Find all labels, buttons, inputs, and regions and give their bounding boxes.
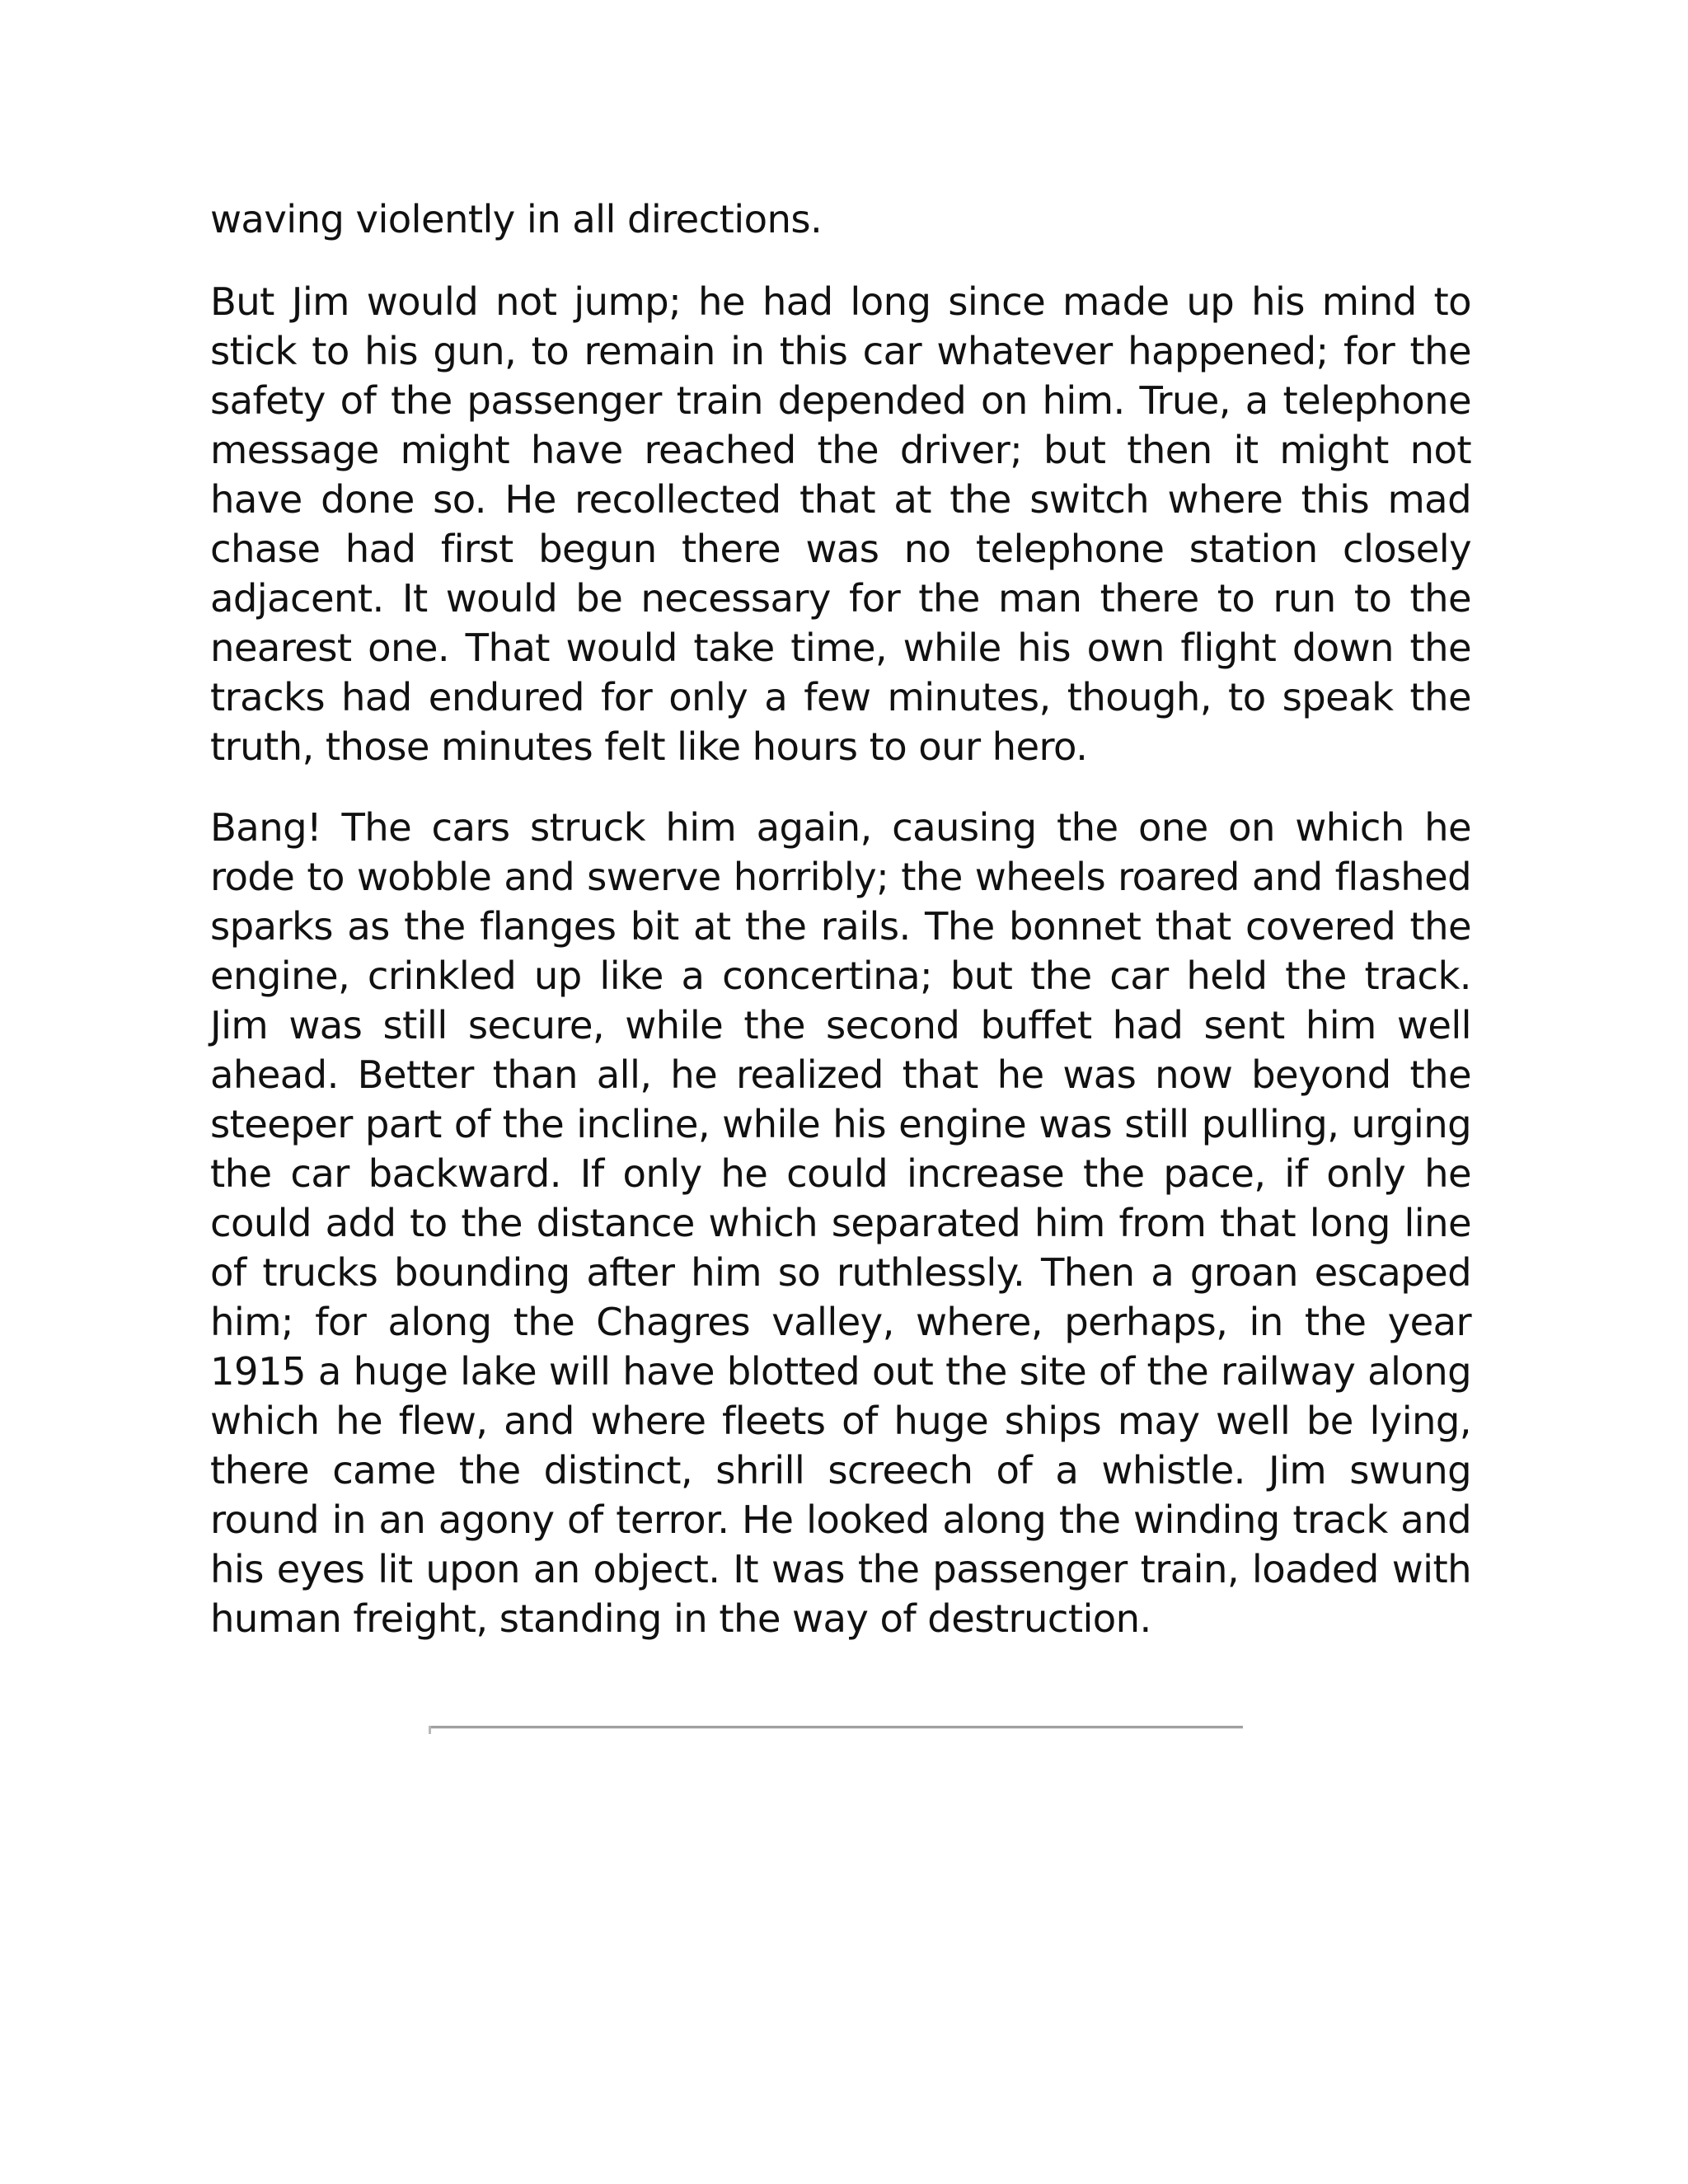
paragraph-continuation: waving violently in all directions.	[210, 197, 823, 241]
body-text	[210, 194, 1471, 1643]
paragraph-jim-would-not-jump: But Jim would not jump; he had long since made up his mind to stick to his gun, to remain in this car whatever happened; for the safety of the passenger train depended on him. True, a telephone message might have reached the driver; but then it might not have done so. He recollected that at the switch where this mad chase had first begun there was no telephone station closely adjacent. It would be necessary for the man there to run to the nearest one. That would take time, while his own flight down the tracks had endured for only a few minutes, though, to speak the truth, those minutes felt like hours to our hero.	[210, 279, 1471, 769]
section-divider	[429, 1726, 1243, 1729]
paragraph-bang: Bang! The cars struck him again, causing the one on which he rode to wobble and swerve horribly; the wheels roared and flashed sparks as the flanges bit at the rails. The bonnet that covered the engine, crinkled up like a concertina; but the car held the track. Jim was still secure, while the second buffet had sent him well ahead. Better than all, he realized that he was now beyond the steeper part of the incline, while his engine was still pulling, urging the car backward. If only he could increase the pace, if only he could add to the distance which separated him from that long line of trucks bounding after him so ruthlessly. Then a groan escaped him; for along the Chagres valley, where, perhaps, in the year 1915 a huge lake will have blotted out the site of the railway along which he flew, and where fleets of huge ships may well be lying, there came the distinct, shrill screech of a whistle. Jim swung round in an agony of terror. He looked along the winding track and his eyes lit upon an object. It was the passenger train, loaded with human freight, standing in the way of destruction.	[210, 805, 1471, 1641]
